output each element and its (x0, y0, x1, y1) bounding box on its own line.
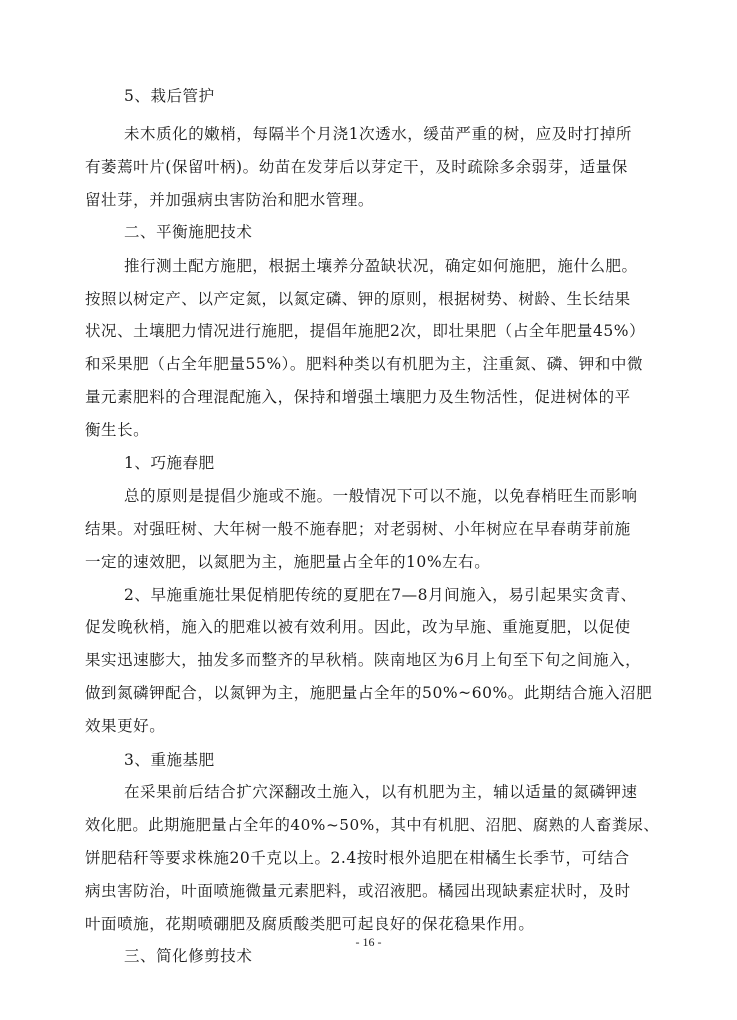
paragraph-line: 结果。对强旺树、大年树一般不施春肥；对老弱树、小年树应在早春萌芽前施 (85, 520, 631, 538)
paragraph-line: 病虫害防治，叶面喷施微量元素肥料，或沼液肥。橘园出现缺素症状时，及时 (85, 882, 631, 900)
paragraph-line: 2、早施重施壮果促梢肥传统的夏肥在7—8月间施入，易引起果实贪青、 (124, 586, 637, 604)
paragraph-line: 状况、土壤肥力情况进行施肥，提倡年施肥2次，即壮果肥（占全年肥量45%） (85, 322, 646, 340)
section-heading: 1、巧施春肥 (124, 454, 215, 472)
section-heading: 3、重施基肥 (124, 751, 215, 769)
paragraph-line: 饼肥秸秆等要求株施20千克以上。2.4按时根外追肥在柑橘生长季节，可结合 (85, 849, 630, 867)
paragraph-line: 有萎蔫叶片(保留叶柄)。幼苗在发芽后以芽定干，及时疏除多余弱芽，适量保 (85, 158, 628, 176)
section-heading: 三、简化修剪技术 (124, 947, 253, 965)
paragraph-line: 推行测土配方施肥，根据土壤养分盈缺状况，确定如何施肥，施什么肥。 (124, 257, 638, 275)
paragraph-line: 做到氮磷钾配合，以氮钾为主，施肥量占全年的50%~60%。此期结合施入沼肥 (85, 684, 653, 702)
paragraph-line: 和采果肥（占全年肥量55%）。肥料种类以有机肥为主，注重氮、磷、钾和中微 (85, 355, 644, 373)
section-heading: 5、栽后管护 (124, 87, 215, 105)
paragraph-line: 按照以树定产、以产定氮，以氮定磷、钾的原则，根据树势、树龄、生长结果 (85, 290, 631, 308)
paragraph-line: 果实迅速膨大，抽发多而整齐的早秋梢。陕南地区为6月上旬至下旬之间施入， (85, 651, 642, 669)
paragraph-line: 效果更好。 (85, 717, 166, 735)
paragraph-line: 量元素肥料的合理混配施入，保持和增强土壤肥力及生物活性，促进树体的平 (85, 388, 631, 406)
section-heading: 二、平衡施肥技术 (124, 223, 253, 241)
paragraph-line: 效化肥。此期施肥量占全年的40%~50%，其中有机肥、沼肥、腐熟的人畜粪尿、 (85, 816, 660, 834)
paragraph-line: 一定的速效肥，以氮肥为主，施肥量占全年的10%左右。 (85, 553, 491, 571)
paragraph-line: 未木质化的嫩梢，每隔半个月浇1次透水，缓苗严重的树，应及时打掉所 (124, 125, 632, 143)
paragraph-line: 衡生长。 (85, 421, 150, 439)
page-number: - 16 - (355, 935, 382, 949)
paragraph-line: 促发晚秋梢，施入的肥难以被有效利用。因此，改为早施、重施夏肥，以促使 (85, 618, 631, 636)
paragraph-line: 在采果前后结合扩穴深翻改土施入，以有机肥为主，辅以适量的氮磷钾速 (124, 783, 638, 801)
paragraph-line: 叶面喷施，花期喷硼肥及腐质酸类肥可起良好的保花稳果作用。 (85, 915, 535, 933)
paragraph-line: 留壮芽，并加强病虫害防治和肥水管理。 (85, 191, 374, 209)
paragraph-line: 总的原则是提倡少施或不施。一般情况下可以不施，以免春梢旺生而影响 (124, 487, 638, 505)
